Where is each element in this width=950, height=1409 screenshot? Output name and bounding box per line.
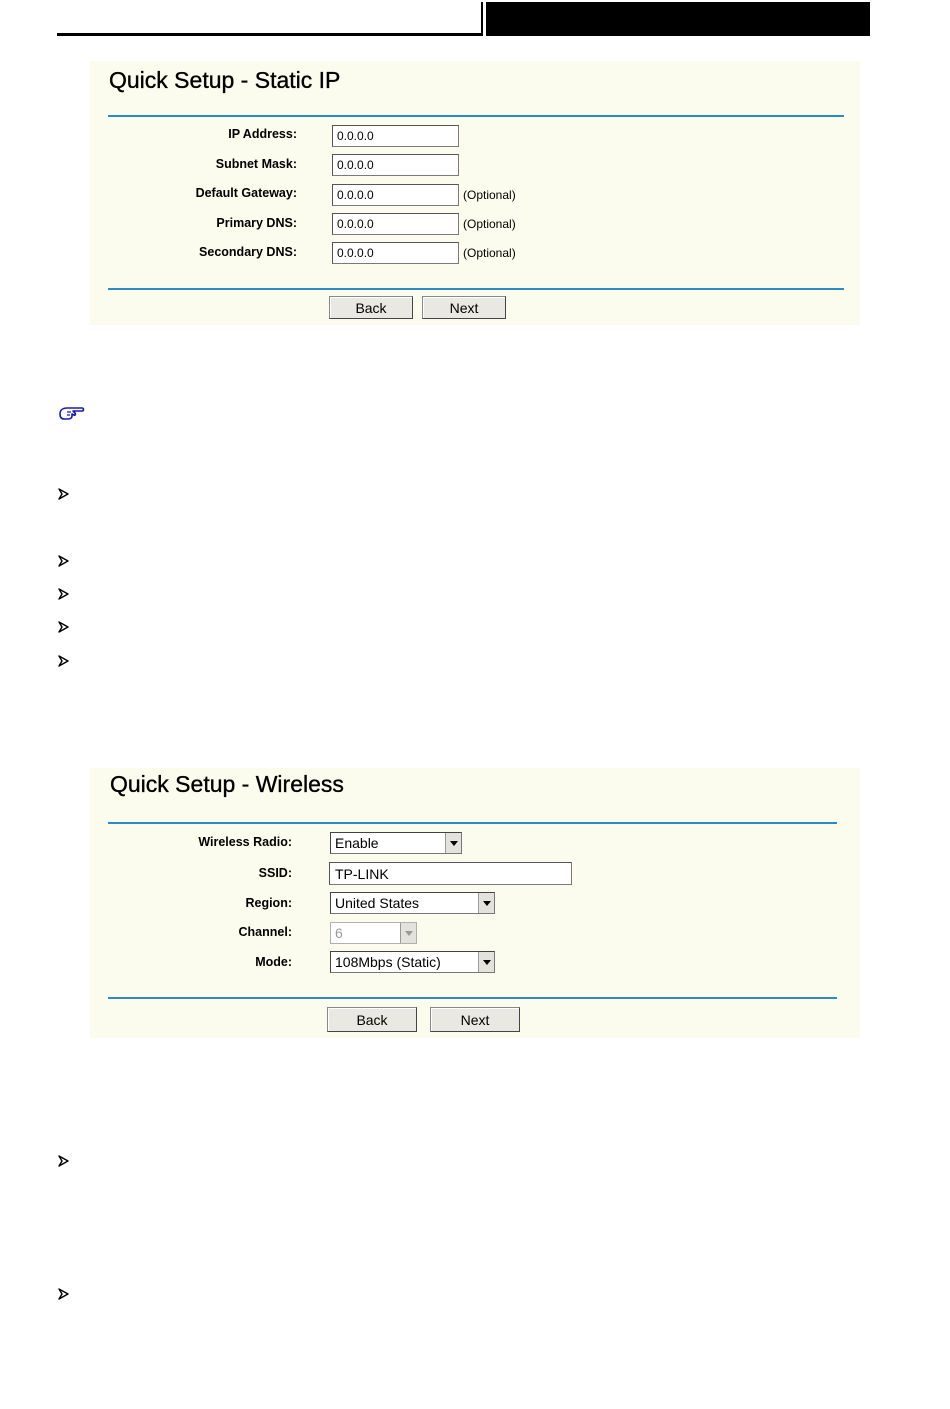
panel-title: Quick Setup - Wireless — [110, 771, 344, 797]
subnet-mask-input[interactable] — [332, 154, 459, 176]
bottom-divider — [108, 997, 837, 999]
arrow-bullet-icon — [57, 654, 71, 668]
chevron-down-icon[interactable] — [478, 893, 494, 913]
ip-address-label: IP Address: — [228, 127, 297, 141]
primary-dns-optional: (Optional) — [463, 217, 516, 231]
channel-label: Channel: — [238, 925, 292, 939]
region-label: Region: — [245, 896, 292, 910]
ip-address-input[interactable] — [332, 125, 459, 147]
next-button[interactable]: Next — [430, 1007, 520, 1032]
arrow-bullet-icon — [57, 587, 71, 601]
mode-label: Mode: — [255, 955, 292, 969]
chevron-down-icon[interactable] — [478, 952, 494, 972]
chevron-down-icon — [400, 923, 416, 943]
arrow-bullet-icon — [57, 1154, 71, 1168]
region-select[interactable] — [330, 892, 495, 914]
region-value: United States — [335, 895, 420, 911]
wireless-radio-value: Enable — [335, 835, 379, 851]
pointing-hand-icon — [58, 404, 88, 422]
default-gateway-input[interactable] — [332, 184, 459, 206]
secondary-dns-optional: (Optional) — [463, 246, 516, 260]
top-divider — [108, 115, 844, 117]
subnet-mask-label: Subnet Mask: — [215, 157, 297, 171]
default-gateway-optional: (Optional) — [463, 188, 516, 202]
arrow-bullet-icon — [57, 487, 71, 501]
back-button[interactable]: Back — [329, 296, 413, 319]
header-bar — [483, 2, 870, 36]
chevron-down-icon[interactable] — [445, 833, 461, 853]
wireless-panel — [90, 768, 860, 1038]
panel-title: Quick Setup - Static IP — [109, 67, 341, 93]
ssid-label: SSID: — [258, 866, 292, 880]
channel-value: 6 — [335, 925, 343, 941]
channel-select — [330, 922, 417, 944]
mode-select[interactable] — [330, 951, 495, 973]
primary-dns-input[interactable] — [332, 213, 459, 235]
next-button[interactable]: Next — [422, 296, 506, 319]
ssid-input[interactable] — [329, 862, 572, 885]
primary-dns-label: Primary DNS: — [216, 216, 297, 230]
bottom-divider — [108, 288, 844, 290]
arrow-bullet-icon — [57, 1287, 71, 1301]
arrow-bullet-icon — [57, 620, 71, 634]
static-ip-panel — [90, 61, 860, 325]
arrow-bullet-icon — [57, 554, 71, 568]
top-divider — [108, 822, 837, 824]
secondary-dns-input[interactable] — [332, 242, 459, 264]
default-gateway-label: Default Gateway: — [195, 186, 297, 200]
wireless-radio-select[interactable] — [330, 832, 462, 854]
wireless-radio-label: Wireless Radio: — [198, 835, 292, 849]
secondary-dns-label: Secondary DNS: — [199, 245, 297, 259]
mode-value: 108Mbps (Static) — [335, 954, 441, 970]
back-button[interactable]: Back — [327, 1007, 417, 1032]
